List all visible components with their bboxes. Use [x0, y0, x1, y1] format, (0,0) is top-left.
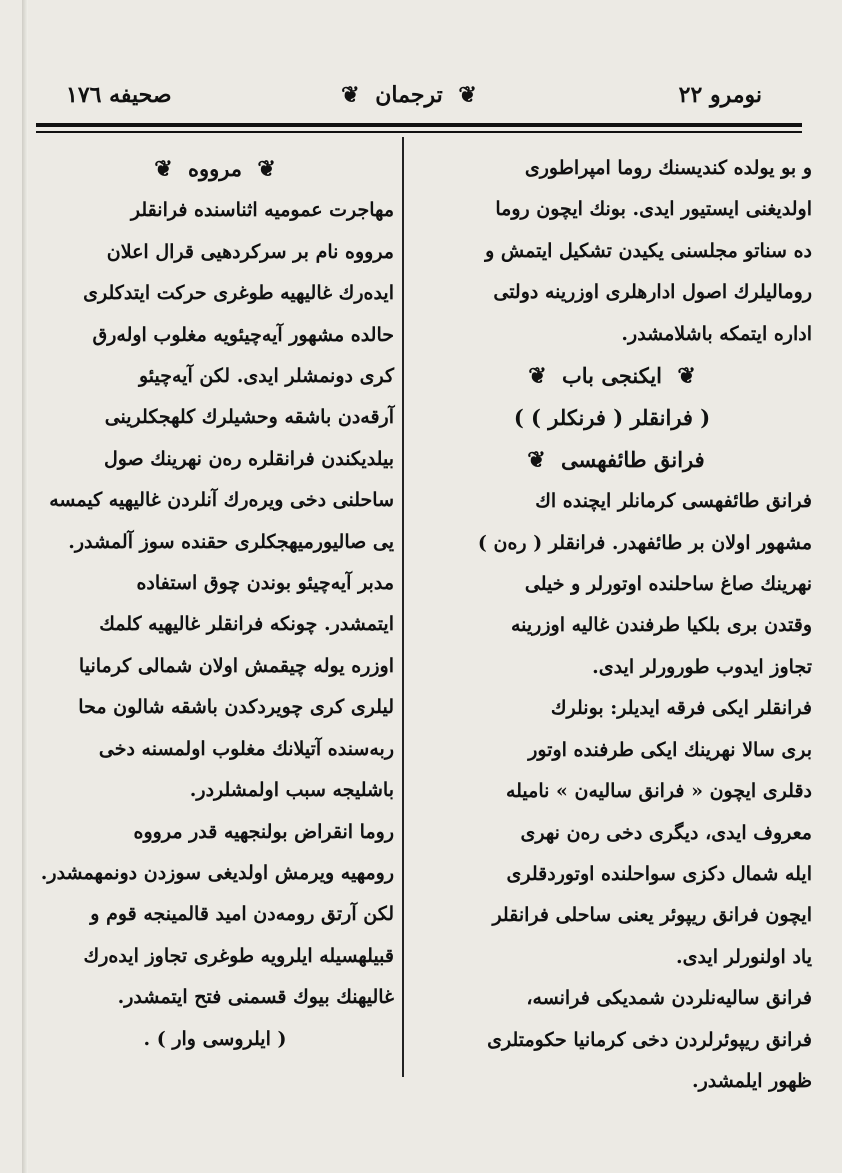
text-line: مشهور اولان بر طائفهدر. فرانقلر ( رەن ) — [477, 531, 812, 554]
text-line: ایله شمال دکزی سواحلنده اوتوردقلری — [506, 862, 812, 885]
section-heading — [412, 439, 812, 481]
text-line: باشلیجه سبب اولمشلردر. — [189, 779, 394, 802]
masthead-title: ترجمان — [375, 82, 443, 108]
section-title: فرانق طائفهسی — [561, 446, 705, 472]
text-line: غالیهنك بیوك قسمنی فتح ایتمشدر. — [117, 986, 394, 1009]
text-line: روما انقراض بولنجهیه قدر مرووه — [133, 820, 394, 843]
text-line: رومالیلرك اصول ادارهلری اوزرینه دولتی — [493, 281, 812, 304]
chapter-heading — [412, 355, 812, 397]
header-rule-thick — [36, 123, 802, 127]
text-line: دقلری ایچون « فرانق سالیەن » نامیله — [505, 780, 812, 803]
ornament-icon: ❦ — [458, 82, 477, 108]
text-line: کری دونمشلر ایدی. لکن آیەچیئو — [138, 365, 394, 388]
text-line: وقتدن بری بلکیا طرفندن غالیه اوزرینه — [510, 614, 812, 637]
text-line: فرانق سالیەنلردن شمدیکی فرانسه، — [526, 987, 812, 1010]
text-line: ساحلنی دخی ویرەرك آنلردن غالیهیه کیمسه — [49, 489, 394, 512]
text-line: رومهیه ویرمش اولدیغی سوزدن دونمهمشدر. — [40, 861, 394, 884]
text-line: ظهور ایلمشدر. — [691, 1069, 812, 1092]
issue-number: نومرو ٢٢ — [678, 82, 762, 108]
text-line: معروف ایدی، دیگری دخی رەن نهری — [520, 821, 812, 844]
ornament-icon: ❦ — [257, 156, 276, 182]
ornament-icon: ❦ — [528, 363, 547, 390]
text-line: ده سناتو مجلسنی یکیدن تشکیل ایتمش و — [485, 239, 812, 262]
text-line: ایتمشدر. چونکه فرانقلر غالیهیه کلمك — [99, 613, 394, 636]
text-line: فرانق ریپوئرلردن دخی کرمانیا حکومتلری — [487, 1028, 812, 1051]
left-column — [36, 148, 394, 1060]
text-line: یی صالیورمیهجکلری حقنده سوز آلمشدر. — [68, 530, 394, 553]
page-header — [36, 82, 782, 122]
text-line: اوزره یوله چیقمش اولان شمالی کرمانیا — [78, 654, 394, 677]
text-line: حالده مشهور آیەچیئویه مغلوب اولەرق — [92, 323, 394, 346]
text-line: فرانق طائفهسی کرمانلر ایچنده اك — [535, 490, 812, 513]
text-line: نهرینك صاغ ساحلنده اوتورلر و خیلی — [524, 573, 812, 596]
ornament-icon: ❦ — [154, 156, 173, 182]
text-line: فرانقلر ایکی فرقه ایدیلر: بونلرك — [550, 697, 812, 720]
text-line: اداره ایتمکه باشلامشدر. — [621, 322, 812, 345]
text-line: یاد اولنورلر ایدی. — [675, 945, 812, 968]
text-line: بیلدیکندن فرانقلرە رەن نهرینك صول — [103, 447, 394, 470]
text-line: لیلری کری چویردکدن باشقه شالون محا — [78, 696, 394, 719]
text-line: مدبر آیەچیئو بوندن چوق استفاده — [136, 572, 394, 595]
text-line: مهاجرت عمومیه اثناسنده فرانقلر — [130, 199, 394, 222]
section-title: مرووه — [187, 156, 243, 181]
right-column — [412, 148, 812, 1102]
text-line: مرووه نام بر سرکردهیی قرال اعلان — [106, 240, 394, 263]
column-divider — [402, 137, 404, 1077]
text-line: تجاوز ایدوب طورورلر ایدی. — [592, 655, 812, 678]
continued-note: ( ایلروسی وار ) . — [143, 1027, 287, 1050]
chapter-title: ایکنجی باب — [562, 363, 662, 389]
page-edge-shadow — [22, 0, 28, 1173]
text-line: قبیلهسیله ایلرویه طوغری تجاوز ایدەرك — [83, 944, 394, 967]
ornament-icon: ❦ — [677, 363, 696, 390]
ornament-icon: ❦ — [341, 82, 360, 108]
text-line: ربەسنده آتیلانك مغلوب اولمسنه دخی — [98, 737, 394, 760]
section-heading — [36, 148, 394, 190]
page-number: صحیفه ١٧٦ — [66, 82, 172, 108]
chapter-subtitle: ( فرانقلر ( فرنکلر ) ) — [513, 405, 711, 431]
text-line: اولدیغنی ایستیور ایدی. بونك ایچون روما — [495, 198, 812, 221]
text-line: آرقەدن باشقه وحشیلرك کلهجکلرینی — [104, 406, 394, 429]
text-line: لکن آرتق رومەدن امید قالمینجه قوم و — [90, 903, 394, 926]
text-line: بری سالا نهرینك ایکی طرفنده اوتور — [528, 738, 812, 761]
ornament-icon: ❦ — [527, 446, 546, 473]
text-line: ایدەرك غالیهیه طوغری حرکت ایتدکلری — [83, 282, 394, 305]
header-rule-thin — [36, 131, 802, 133]
text-line: و بو یولده کندیسنك روما امپراطوری — [524, 157, 812, 179]
text-line: ایچون فرانق ریپوئر یعنی ساحلی فرانقلر — [492, 904, 812, 927]
